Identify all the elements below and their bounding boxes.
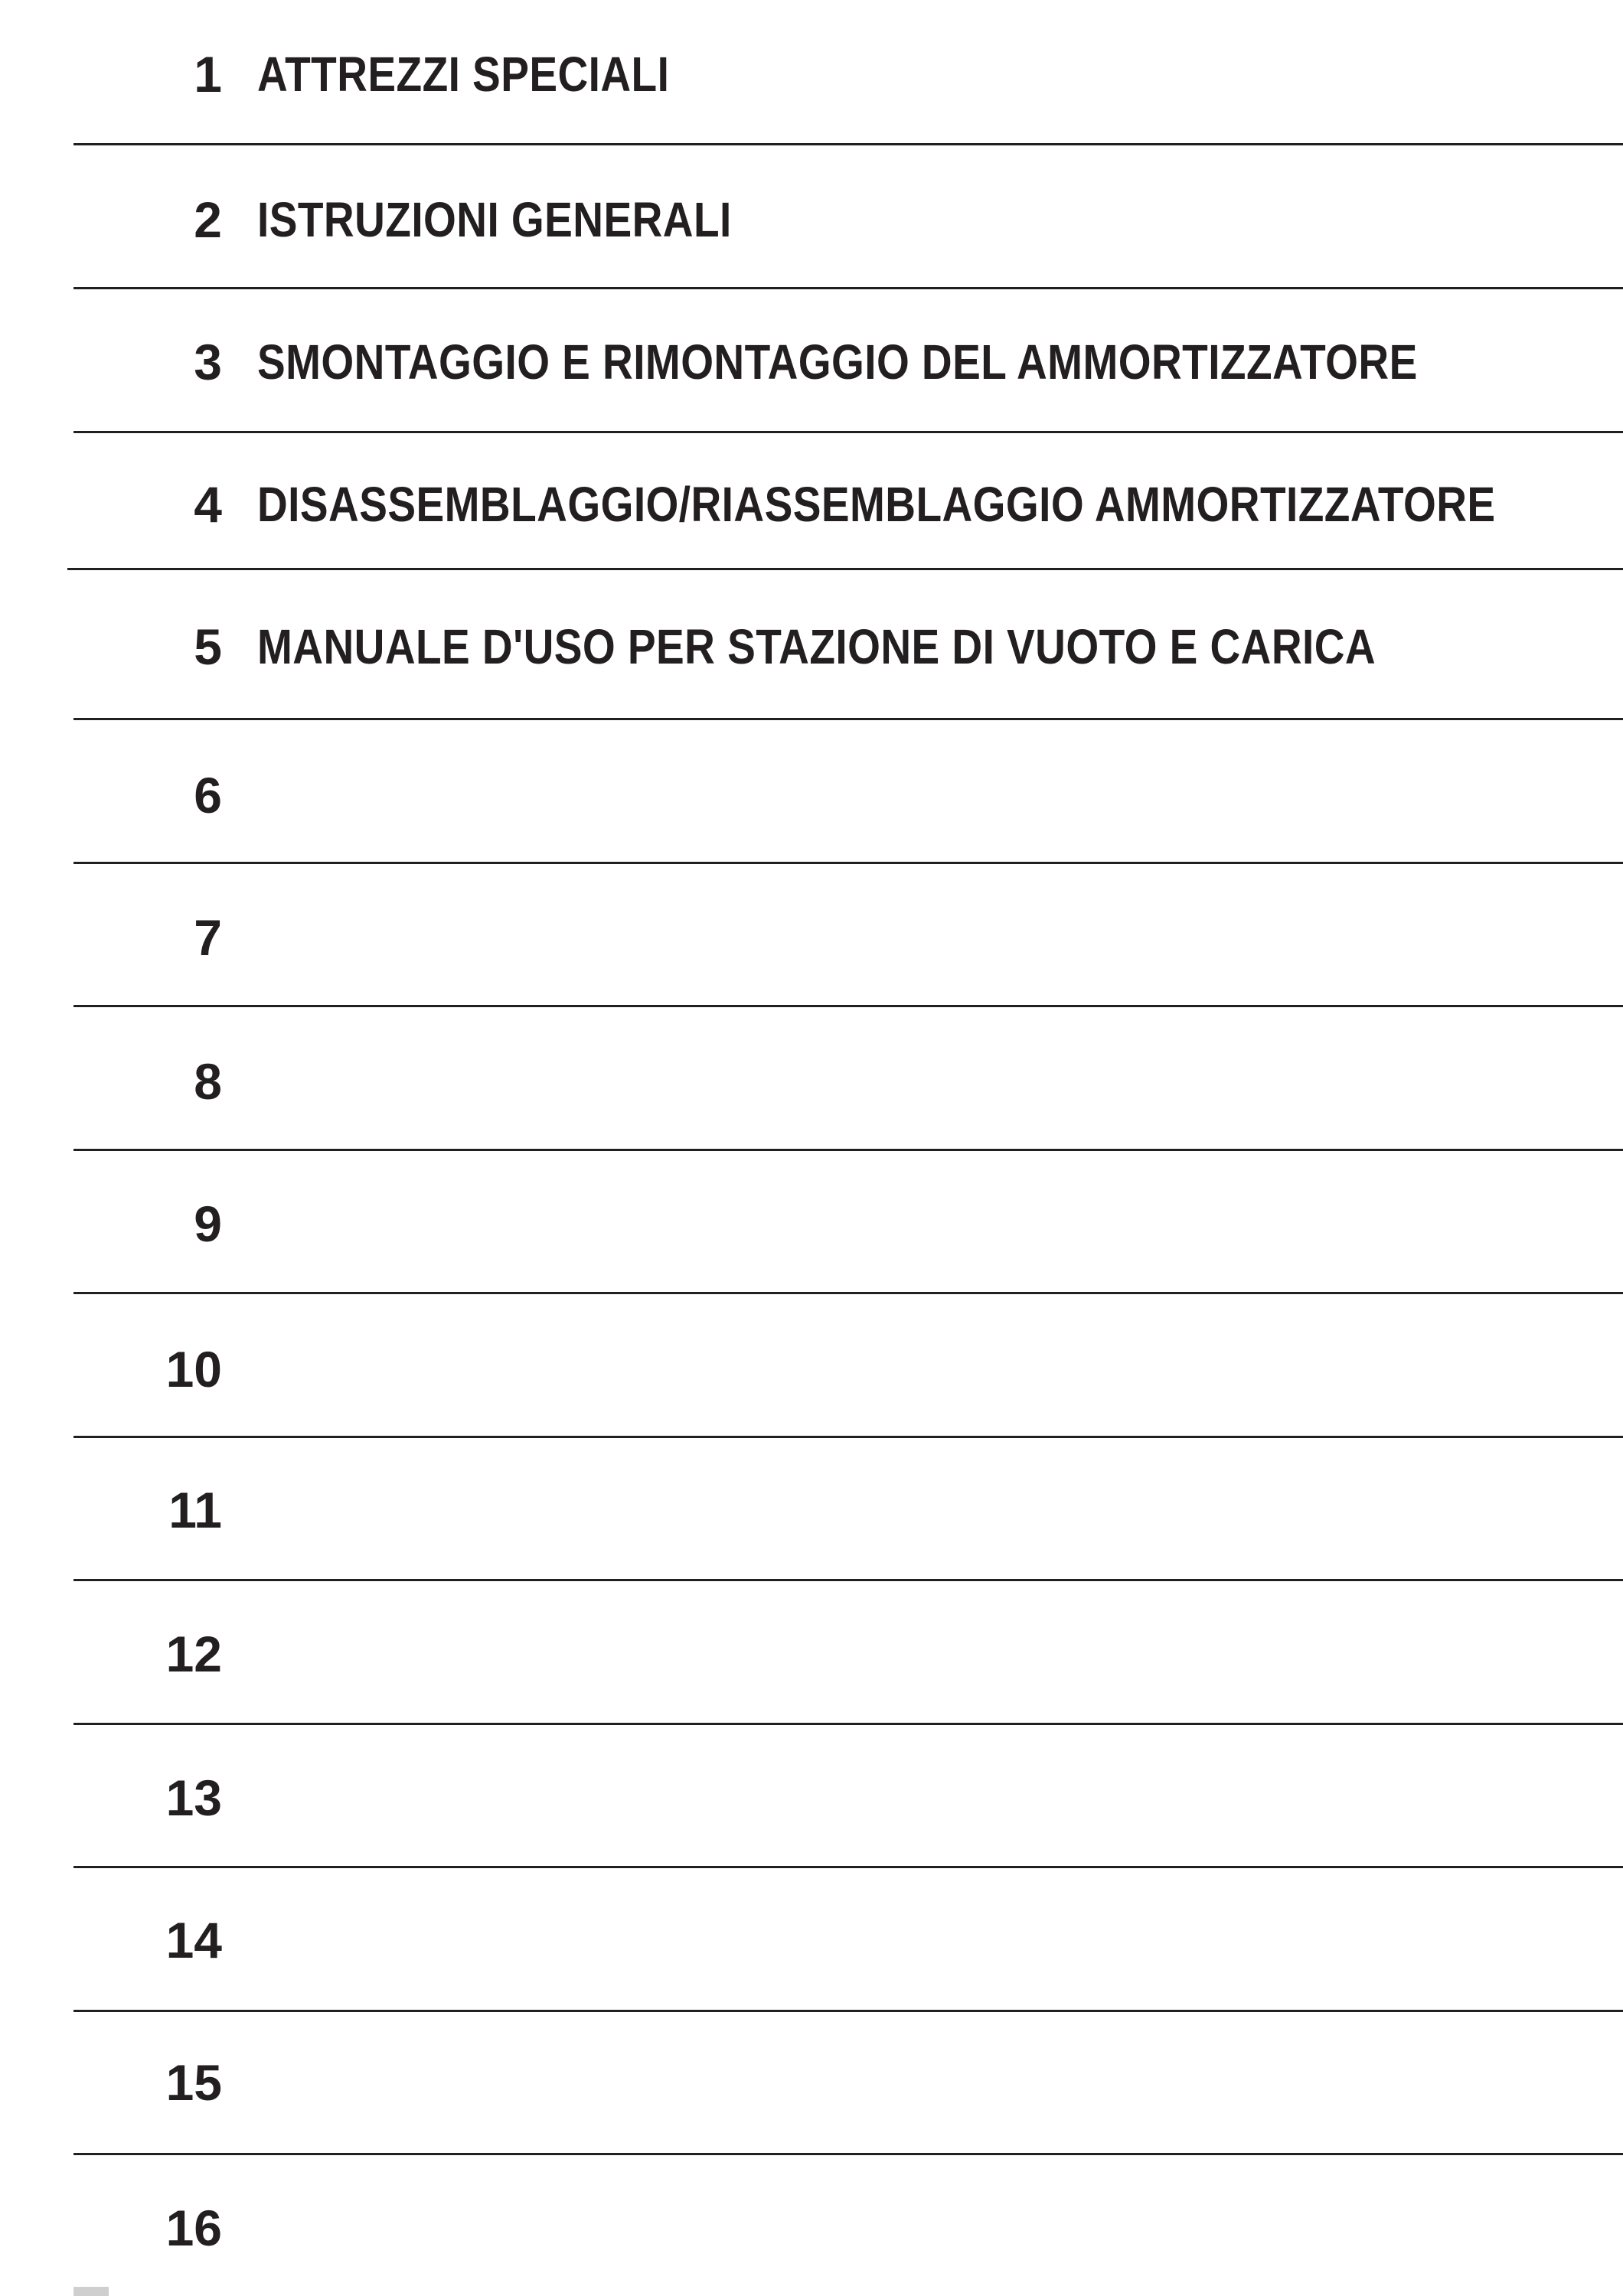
toc-entry-16[interactable]: [0, 2154, 1623, 2296]
toc-number: 2: [194, 191, 222, 248]
toc-entry-6[interactable]: [0, 721, 1623, 863]
divider: [67, 568, 1623, 570]
toc-entry-15[interactable]: [0, 2008, 1623, 2151]
toc-entry-10[interactable]: [0, 1295, 1623, 1437]
toc-number: 9: [194, 1195, 222, 1252]
toc-number: 13: [165, 1769, 222, 1826]
divider: [73, 1292, 1623, 1294]
toc-number: 5: [194, 618, 222, 675]
toc-entry-8[interactable]: [0, 1007, 1623, 1150]
toc-number: 7: [194, 909, 222, 966]
toc-title: SMONTAGGIO E RIMONTAGGIO DEL AMMORTIZZATORE: [257, 334, 1418, 390]
divider: [73, 718, 1623, 720]
toc-entry-7[interactable]: [0, 863, 1623, 1006]
toc-number: 4: [194, 476, 222, 533]
toc-number: 12: [165, 1626, 222, 1682]
toc-title: ISTRUZIONI GENERALI: [257, 192, 732, 247]
page-corner-mark: [73, 2287, 109, 2296]
toc-entry-12[interactable]: [0, 1580, 1623, 1722]
toc-entry-5[interactable]: [0, 572, 1623, 715]
toc-entry-9[interactable]: [0, 1150, 1623, 1292]
toc-number: 6: [194, 767, 222, 823]
toc-entry-11[interactable]: [0, 1436, 1623, 1578]
toc-title: DISASSEMBLAGGIO/RIASSEMBLAGGIO AMMORTIZZATORE: [257, 477, 1496, 532]
toc-number: 3: [194, 334, 222, 390]
toc-number: 8: [194, 1053, 222, 1110]
toc-number: 15: [165, 2054, 222, 2111]
toc-number: 1: [194, 46, 222, 103]
toc-number: 10: [165, 1341, 222, 1397]
toc-entry-1[interactable]: [0, 0, 1623, 142]
toc-entry-2[interactable]: [0, 145, 1623, 288]
toc-entry-13[interactable]: [0, 1724, 1623, 1866]
toc-title: MANUALE D'USO PER STAZIONE DI VUOTO E CARICA: [257, 619, 1376, 674]
toc-number: 11: [168, 1482, 222, 1538]
toc-number: 14: [165, 1912, 222, 1968]
toc-entry-4[interactable]: [0, 430, 1623, 572]
toc-number: 16: [165, 2200, 222, 2256]
toc-entry-14[interactable]: [0, 1866, 1623, 2008]
toc-title: ATTREZZI SPECIALI: [257, 47, 670, 102]
toc-entry-3[interactable]: [0, 288, 1623, 430]
